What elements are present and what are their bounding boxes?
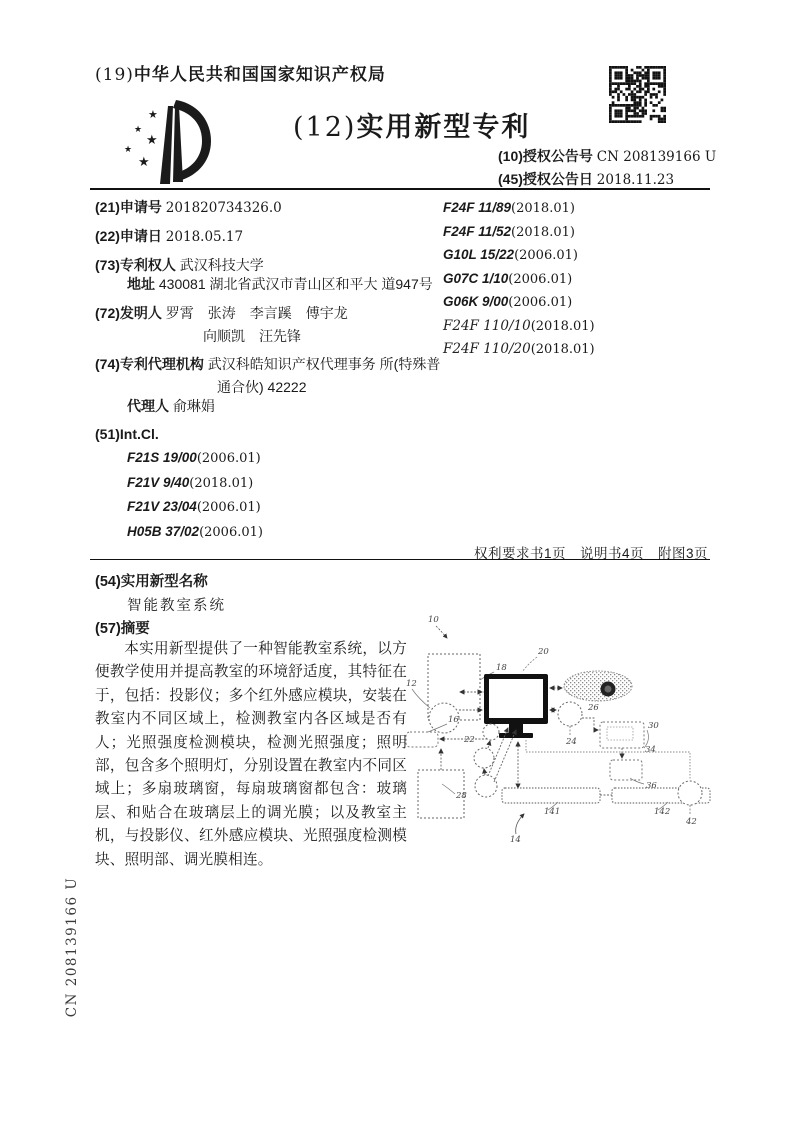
fig-ref-10: 10 <box>428 615 439 625</box>
fig-ref-18: 18 <box>496 663 507 673</box>
pub-number-value: CN 208139166 U <box>596 149 717 165</box>
ipc-code-line <box>443 338 713 362</box>
side-document-id: CN 208139166 U <box>64 876 80 1018</box>
cnipa-logo <box>110 96 215 193</box>
abstract-section-label: (57)摘要 <box>95 621 150 637</box>
office-name: 中华人民共和国国家知识产权局 <box>133 65 386 84</box>
ipc-code-line <box>95 495 443 520</box>
ipc-code: F24F 110/10 <box>443 317 531 334</box>
agent-label: 代理人 <box>127 398 169 414</box>
ipc-code: G10L 15/22 <box>443 247 515 262</box>
ipc-code-line <box>443 291 713 315</box>
agency-value: 武汉科皓知识产权代理事务 所(特殊普通合伙) 42222 <box>207 356 441 395</box>
agent-value: 俞琳娟 <box>172 398 215 414</box>
inventors-line1: 罗霄 张涛 李言蹊 傅宇龙 <box>165 305 348 321</box>
ipc-code: F21V 23/04 <box>127 499 197 514</box>
doc-type-name: 实用新型专利 <box>356 112 531 142</box>
ipc-code-line <box>443 268 713 292</box>
ipc-year: (2018.01) <box>189 475 254 491</box>
issuing-office-line <box>95 60 386 85</box>
pub-number-label: (10)授权公告号 <box>498 148 593 164</box>
ipc-year: (2006.01) <box>196 451 261 466</box>
cnipa-logo-icon <box>110 96 215 188</box>
application-date-label: (22)申请日 <box>95 228 162 244</box>
ipc-year: (2006.01) <box>508 271 573 287</box>
application-date-value: 2018.05.17 <box>165 229 244 245</box>
inventors-entry-line2 <box>95 325 443 348</box>
patentee-label: (73)专利权人 <box>95 257 176 273</box>
inventors-line2: 向顺凯 汪先锋 <box>203 328 301 344</box>
fig-ref-22: 22 <box>464 735 475 745</box>
fig-ref-34: 34 <box>645 745 656 755</box>
projector-icon <box>564 671 632 701</box>
title-section-label: (54)实用新型名称 <box>95 574 208 590</box>
pub-date-label: (45)授权公告日 <box>498 171 593 187</box>
application-number-value: 201820734326.0 <box>165 200 282 216</box>
svg-text:★: ★ <box>138 154 150 169</box>
agency-entry <box>95 353 443 399</box>
address-entry <box>95 273 443 296</box>
fig-ref-24: 24 <box>566 737 577 747</box>
ipc-year: (2018.01) <box>511 201 575 216</box>
doc-type-prefix: (12) <box>293 112 357 143</box>
ipc-code: H05B 37/02 <box>127 523 200 539</box>
ipc-year: (2018.01) <box>511 224 575 240</box>
ipc-code: F21V 9/40 <box>127 474 190 490</box>
office-prefix: (19) <box>95 65 134 85</box>
publication-date-line <box>498 169 674 189</box>
section-divider <box>90 559 710 560</box>
inventors-label: (72)发明人 <box>95 305 162 321</box>
agency-label: (74)专利代理机构 <box>95 356 204 372</box>
application-date-entry <box>95 225 443 249</box>
ipc-code: F24F 110/20 <box>443 341 531 357</box>
inventors-entry <box>95 302 443 325</box>
abstract-figure <box>398 602 730 867</box>
fig-ref-36: 36 <box>646 781 657 791</box>
ipc-code: F21S 19/00 <box>127 450 197 465</box>
invention-title: 智能教室系统 <box>127 598 226 614</box>
ipc-year: (2018.01) <box>530 318 595 334</box>
ipc-code-line <box>443 244 713 268</box>
ipc-year: (2006.01) <box>199 524 263 540</box>
page-counts-line: 权利要求书1页 说明书4页 附图3页 <box>473 546 708 561</box>
fig-ref-142: 142 <box>654 807 671 817</box>
ipc-year: (2018.01) <box>530 342 595 357</box>
intcl-entry <box>95 423 443 446</box>
svg-text:★: ★ <box>134 124 143 134</box>
intcl-label: (51)Int.Cl. <box>95 426 159 442</box>
fig-ref-28: 28 <box>456 791 467 801</box>
ipc-code-line <box>95 520 443 545</box>
abstract-text: 本实用新型提供了一种智能教室系统，以方便教学使用并提高教室的环境舒适度，其特征在于，包括：投影仪；多个红外感应模块，安装在教室内不同区域上，检测教室内各区域是否有人；光照强度检测模块，检测光照强度；照明部，包含多个照明灯，分别设置在教室内不同区域上；多扇玻璃窗，每扇玻璃窗都包含：玻璃层、和贴合在玻璃层上的调光膜；以及教室主机，与投影仪、红外感应模块、光照强度检测模块、照明部、调光膜相连。 <box>95 641 407 868</box>
application-number-label: (21)申请号 <box>95 199 162 215</box>
fig-ref-20: 20 <box>538 647 549 657</box>
ipc-code-line <box>95 446 443 471</box>
fig-ref-141: 141 <box>544 807 561 817</box>
patentee-value: 武汉科技大学 <box>179 257 264 273</box>
ipc-code-line <box>443 221 713 245</box>
ipc-code: F24F 11/52 <box>443 223 512 239</box>
address-label: 地址 <box>127 276 155 292</box>
bibliographic-left-column <box>95 196 443 544</box>
ipc-code: G07C 1/10 <box>443 270 509 286</box>
fig-ref-30: 30 <box>648 721 659 731</box>
fig-ref-12: 12 <box>406 679 417 689</box>
svg-text:★: ★ <box>146 132 158 147</box>
bibliographic-right-column <box>443 197 713 362</box>
ipc-code-line <box>443 197 713 221</box>
system-diagram <box>398 602 730 862</box>
ipc-code: F24F 11/89 <box>443 200 512 215</box>
qr-code-icon <box>609 66 666 123</box>
fig-ref-42: 42 <box>686 817 697 827</box>
svg-text:★: ★ <box>124 144 133 154</box>
fig-ref-14: 14 <box>510 835 521 845</box>
application-number-entry <box>95 196 443 220</box>
header-divider <box>90 188 710 190</box>
ipc-year: (2006.01) <box>196 500 261 515</box>
ipc-code-line <box>443 315 713 339</box>
svg-text:★: ★ <box>148 109 158 121</box>
ipc-year: (2006.01) <box>508 295 573 310</box>
ipc-code: G06K 9/00 <box>443 294 509 309</box>
publication-number-line <box>498 146 716 166</box>
fig-ref-16: 16 <box>448 715 459 725</box>
ipc-year: (2006.01) <box>514 248 578 263</box>
pub-date-value: 2018.11.23 <box>596 172 675 188</box>
address-value: 430081 湖北省武汉市青山区和平大 道947号 <box>158 276 433 292</box>
ipc-code-line <box>95 471 443 496</box>
fig-ref-26: 26 <box>588 703 599 713</box>
document-type-title <box>293 105 530 144</box>
